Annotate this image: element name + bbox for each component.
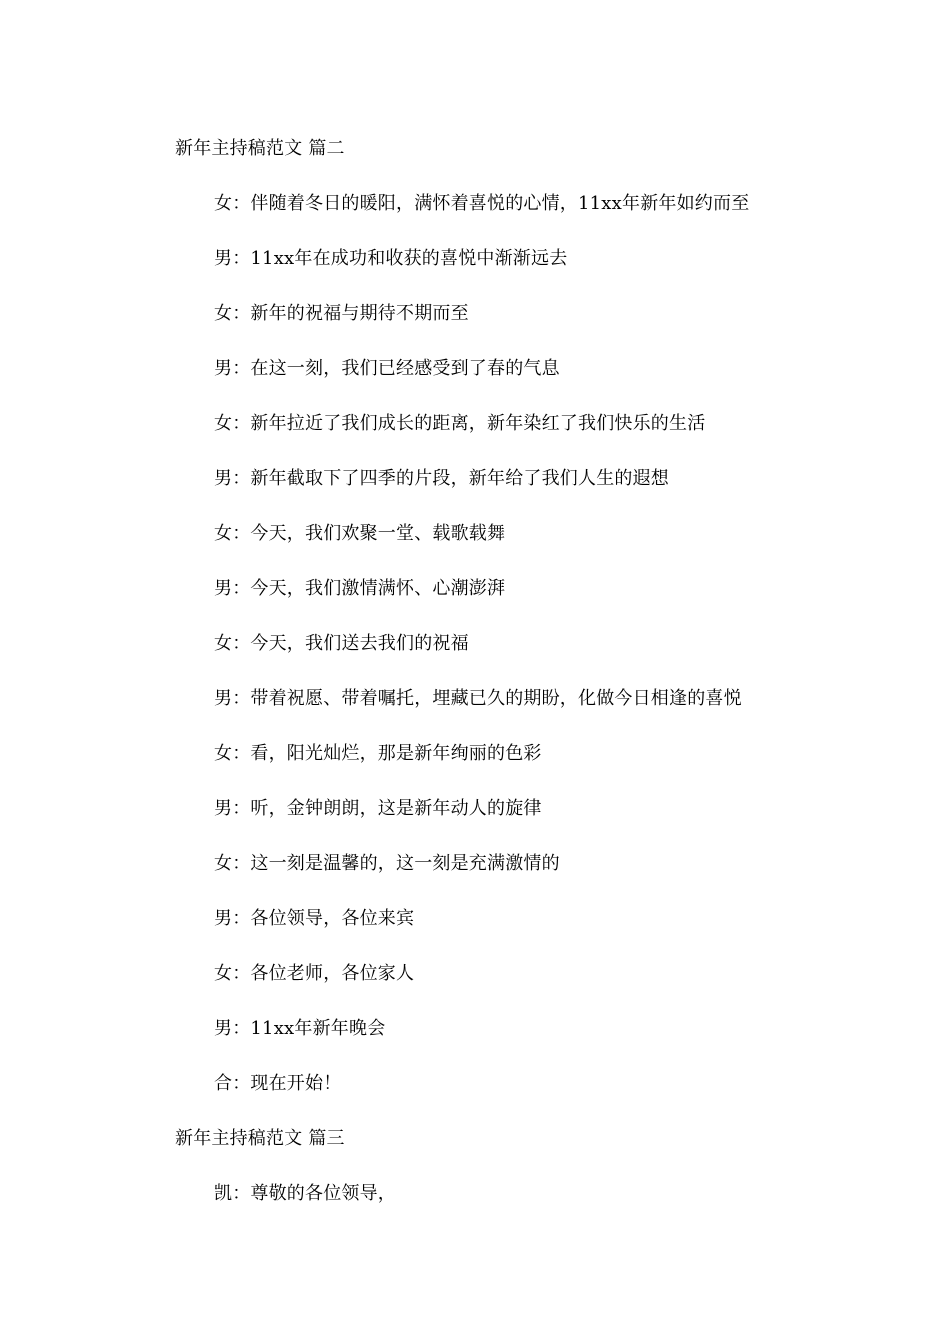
script-line: 男：带着祝愿、带着嘱托，埋藏已久的期盼，化做今日相逢的喜悦 <box>214 688 742 709</box>
script-line: 女：看，阳光灿烂，那是新年绚丽的色彩 <box>214 743 542 764</box>
section-heading: 新年主持稿范文 篇三 <box>175 1128 345 1149</box>
script-line: 女：这一刻是温馨的，这一刻是充满激情的 <box>214 853 560 874</box>
script-line: 凯：尊敬的各位领导， <box>214 1183 396 1204</box>
script-line: 女：新年拉近了我们成长的距离，新年染红了我们快乐的生活 <box>214 413 706 434</box>
script-line: 男：各位领导，各位来宾 <box>214 908 415 929</box>
script-line: 男：听，金钟朗朗，这是新年动人的旋律 <box>214 798 542 819</box>
script-line: 女：各位老师，各位家人 <box>214 963 415 984</box>
script-line: 女：今天，我们送去我们的祝福 <box>214 633 469 654</box>
script-line: 女：新年的祝福与期待不期而至 <box>214 303 469 324</box>
script-line: 男：新年截取下了四季的片段，新年给了我们人生的遐想 <box>214 468 669 489</box>
script-line: 女：今天，我们欢聚一堂、载歌载舞 <box>214 523 506 544</box>
section-heading: 新年主持稿范文 篇二 <box>175 138 345 159</box>
script-line: 女：伴随着冬日的暖阳，满怀着喜悦的心情，11xx年新年如约而至 <box>214 193 750 214</box>
script-line: 男：11xx年新年晚会 <box>214 1018 386 1039</box>
script-line: 男：在这一刻，我们已经感受到了春的气息 <box>214 358 560 379</box>
script-line: 男：11xx年在成功和收获的喜悦中渐渐远去 <box>214 248 568 269</box>
script-line: 男：今天，我们激情满怀、心潮澎湃 <box>214 578 506 599</box>
script-line: 合：现在开始！ <box>214 1073 342 1094</box>
